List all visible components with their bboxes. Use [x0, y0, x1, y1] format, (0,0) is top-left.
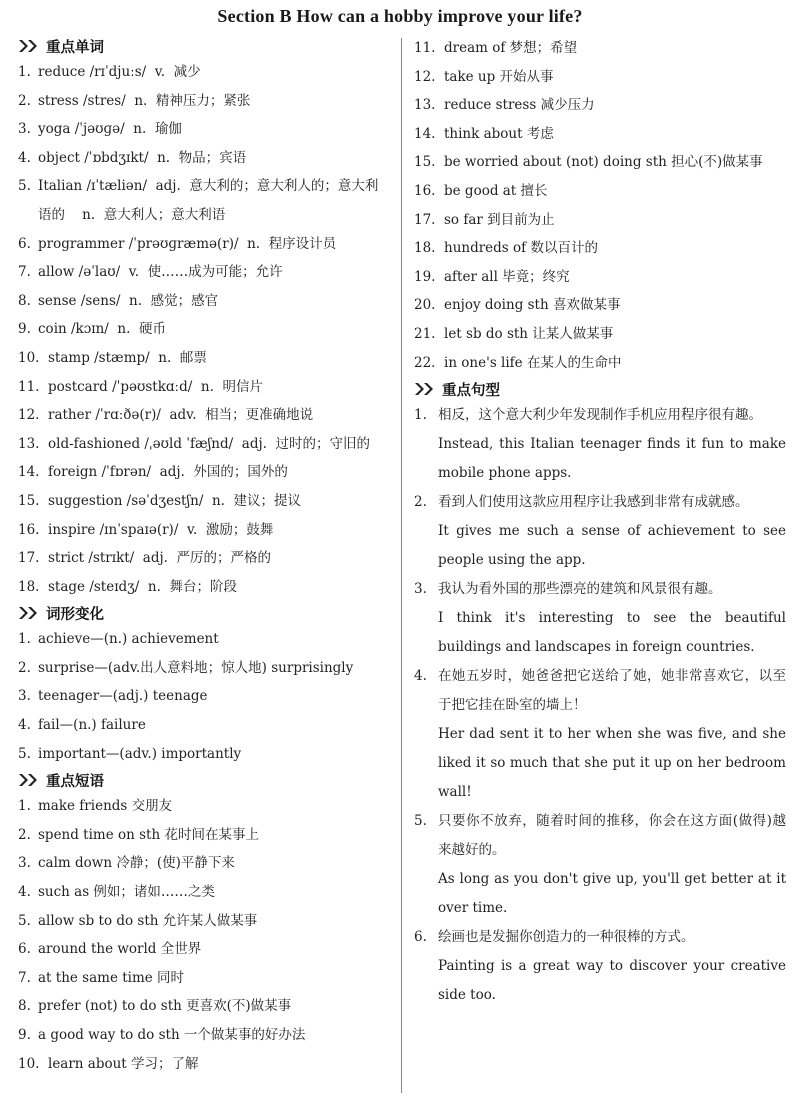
item-number: 6. — [18, 941, 31, 958]
item-number: 3. — [18, 121, 31, 138]
item-text: prefer (not) to do sth 更喜欢(不)做某事 — [38, 998, 292, 1015]
item-number: 4. — [18, 717, 31, 734]
item-number: 10. — [18, 349, 40, 366]
item-number: 3. — [18, 688, 31, 705]
forms-list — [18, 625, 390, 768]
item-text: such as 例如；诸如……之类 — [38, 884, 215, 901]
item-number: 11. — [18, 378, 40, 395]
item-number: 16. — [18, 521, 40, 538]
item-text: make friends 交朋友 — [38, 798, 173, 815]
list-item — [18, 144, 390, 173]
section-heading-phrases — [18, 768, 390, 792]
item-text: calm down 冷静；(使)平静下来 — [38, 855, 235, 872]
list-item — [18, 573, 390, 602]
sentence-item — [414, 807, 786, 923]
item-text: coin /kɔɪn/ n. 硬币 — [38, 321, 166, 338]
item-text: strict /strɪkt/ adj. 严厉的；严格的 — [48, 550, 272, 567]
item-number: 4. — [414, 668, 427, 685]
item-number: 14. — [414, 125, 436, 142]
item-text: achieve—(n.) achievement — [38, 631, 219, 648]
sentence-english: Her dad sent it to her when she was five, and she liked it so much that she put it up on her bedroom wall! — [438, 726, 786, 801]
sentence-item — [414, 575, 786, 662]
phrases-list — [18, 792, 390, 1078]
item-number: 5. — [18, 912, 31, 929]
item-text: dream of 梦想；希望 — [444, 40, 578, 56]
item-number: 6. — [18, 235, 31, 252]
double-chevron-icon — [18, 773, 40, 787]
item-number: 2. — [414, 494, 427, 511]
item-number: 4. — [18, 884, 31, 901]
item-text: at the same time 同时 — [38, 969, 185, 986]
list-item — [18, 516, 390, 545]
list-item — [18, 315, 390, 344]
item-text: spend time on sth 花时间在某事上 — [38, 826, 259, 843]
item-text: in one's life 在某人的生命中 — [444, 354, 622, 371]
sentence-chinese: 我认为看外国的那些漂亮的建筑和风景很有趣。 — [438, 581, 722, 598]
double-chevron-icon — [18, 606, 40, 620]
list-item — [18, 1021, 390, 1050]
list-item — [18, 654, 390, 683]
list-item — [18, 230, 390, 259]
item-number: 8. — [18, 998, 31, 1015]
item-number: 2. — [18, 659, 31, 676]
item-number: 1. — [414, 407, 427, 424]
list-item — [18, 821, 390, 850]
item-number: 13. — [414, 97, 436, 114]
item-number: 16. — [414, 182, 436, 199]
list-item — [18, 964, 390, 993]
list-item — [18, 544, 390, 573]
item-text: take up 开始从事 — [444, 68, 554, 85]
list-item — [414, 148, 786, 177]
item-number: 3. — [18, 855, 31, 872]
sentence-chinese: 在她五岁时，她爸爸把它送给了她，她非常喜欢它，以至于把它挂在卧室的墙上！ — [438, 668, 786, 714]
list-item — [18, 115, 390, 144]
item-number: 9. — [18, 1027, 31, 1043]
item-text: programmer /ˈprəʊɡræmə(r)/ n. 程序设计员 — [38, 235, 337, 252]
list-item — [414, 234, 786, 263]
sentence-item — [414, 923, 786, 1010]
vocab-list — [18, 58, 390, 601]
item-text: learn about 学习；了解 — [48, 1055, 199, 1072]
item-number: 12. — [414, 68, 436, 85]
item-number: 19. — [414, 268, 436, 285]
heading-label: 词形变化 — [46, 606, 104, 623]
list-item — [414, 206, 786, 235]
list-item — [18, 172, 390, 229]
item-text: surprise—(adv.出人意料地；惊人地) surprisingly — [38, 659, 354, 676]
item-text: around the world 全世界 — [38, 941, 202, 958]
list-item — [18, 487, 390, 516]
list-item — [18, 287, 390, 316]
page-title: Section B How can a hobby improve your life? — [217, 6, 583, 26]
item-number: 1. — [18, 631, 31, 648]
item-number: 4. — [18, 149, 31, 166]
item-number: 10. — [18, 1055, 40, 1072]
heading-label: 重点短语 — [46, 773, 104, 790]
sentence-english: It gives me such a sense of achievement to see people using the app. — [438, 523, 786, 569]
list-item — [414, 120, 786, 149]
sentence-english: As long as you don't give up, you'll get better at it over time. — [438, 871, 786, 917]
item-text: fail—(n.) failure — [38, 717, 146, 734]
item-number: 20. — [414, 297, 436, 314]
section-heading-sentences — [414, 377, 786, 401]
heading-label: 重点句型 — [442, 382, 500, 399]
phrases-list-continued — [414, 34, 786, 377]
item-number: 6. — [414, 929, 427, 946]
list-item — [18, 682, 390, 711]
item-number: 8. — [18, 292, 31, 309]
list-item — [18, 1050, 390, 1079]
item-text: stress /stres/ n. 精神压力；紧张 — [38, 92, 251, 109]
item-text: reduce stress 减少压力 — [444, 97, 595, 114]
list-item — [18, 792, 390, 821]
item-number: 2. — [18, 92, 31, 109]
sentence-item — [414, 401, 786, 488]
item-number: 18. — [414, 240, 436, 257]
item-number: 22. — [414, 354, 436, 371]
item-number: 1. — [18, 798, 31, 815]
item-number: 11. — [414, 40, 436, 56]
list-item — [18, 711, 390, 740]
list-item — [18, 258, 390, 287]
item-text: after all 毕竟；终究 — [444, 268, 570, 285]
list-item — [18, 373, 390, 402]
item-text: stage /steɪdʒ/ n. 舞台；阶段 — [48, 578, 237, 595]
right-column — [414, 34, 786, 1010]
item-text: foreign /ˈfɒrən/ adj. 外国的；国外的 — [48, 464, 288, 481]
item-text: let sb do sth 让某人做某事 — [444, 325, 614, 342]
item-number: 15. — [414, 154, 436, 171]
sentence-english: Painting is a great way to discover your creative side too. — [438, 958, 786, 1004]
item-number: 5. — [18, 178, 31, 195]
list-item — [414, 291, 786, 320]
item-number: 17. — [18, 550, 40, 567]
item-text: be good at 擅长 — [444, 182, 548, 199]
item-text: think about 考虑 — [444, 125, 554, 142]
section-heading-forms — [18, 601, 390, 625]
list-item — [18, 992, 390, 1021]
sentence-english: Instead, this Italian teenager finds it fun to make mobile phone apps. — [438, 436, 786, 482]
list-item — [414, 91, 786, 120]
item-number: 3. — [414, 581, 427, 598]
section-heading-vocab — [18, 34, 390, 58]
list-item — [414, 263, 786, 292]
item-text: enjoy doing sth 喜欢做某事 — [444, 297, 621, 314]
left-column — [18, 34, 390, 1078]
sentence-item — [414, 488, 786, 575]
item-text: old-fashioned /ˌəʊld ˈfæʃnd/ adj. 过时的；守旧的 — [48, 435, 371, 452]
list-item — [18, 430, 390, 459]
item-number: 5. — [414, 813, 427, 830]
item-number: 1. — [18, 64, 31, 80]
item-number: 21. — [414, 325, 436, 342]
item-number: 9. — [18, 321, 31, 338]
item-number: 2. — [18, 826, 31, 843]
item-text: a good way to do sth 一个做某事的好办法 — [38, 1027, 306, 1043]
list-item — [414, 177, 786, 206]
item-text: teenager—(adj.) teenage — [38, 688, 208, 705]
item-text: object /ˈɒbdʒɪkt/ n. 物品；宾语 — [38, 149, 247, 166]
list-item — [18, 625, 390, 654]
sentence-item — [414, 662, 786, 807]
item-number: 13. — [18, 435, 40, 452]
list-item — [18, 344, 390, 373]
list-item — [18, 458, 390, 487]
item-text: rather /ˈrɑːðə(r)/ adv. 相当；更准确地说 — [48, 407, 314, 424]
item-text: important—(adv.) importantly — [38, 745, 242, 762]
sentence-chinese: 绘画也是发掘你创造力的一种很棒的方式。 — [438, 929, 695, 946]
item-text: inspire /ɪnˈspaɪə(r)/ v. 激励；鼓舞 — [48, 521, 274, 538]
list-item — [18, 87, 390, 116]
item-text: allow sb to do sth 允许某人做某事 — [38, 912, 258, 929]
item-number: 14. — [18, 464, 40, 481]
item-number: 17. — [414, 211, 436, 228]
item-text: Italian /ɪˈtæliən/ adj. 意大利的；意大利人的；意大利语的 n. 意大利人；意大利语 — [38, 178, 379, 223]
list-item — [18, 58, 390, 87]
item-text: suggestion /səˈdʒestʃn/ n. 建议；提议 — [48, 492, 302, 509]
item-number: 12. — [18, 407, 40, 424]
list-item — [18, 878, 390, 907]
sentences-list — [414, 401, 786, 1010]
double-chevron-icon — [414, 382, 436, 396]
list-item — [18, 849, 390, 878]
sentence-chinese: 相反，这个意大利少年发现制作手机应用程序很有趣。 — [438, 407, 762, 424]
sentence-chinese: 看到人们使用这款应用程序让我感到非常有成就感。 — [438, 494, 749, 511]
item-text: stamp /stæmp/ n. 邮票 — [48, 349, 207, 366]
item-number: 7. — [18, 969, 31, 986]
sentence-chinese: 只要你不放弃，随着时间的推移，你会在这方面(做得)越来越好的。 — [438, 813, 786, 859]
list-item — [18, 907, 390, 936]
list-item — [18, 740, 390, 769]
sentence-english: I think it's interesting to see the beautiful buildings and landscapes in foreign countries. — [438, 610, 786, 656]
list-item — [414, 320, 786, 349]
item-text: postcard /ˈpəʊstkɑːd/ n. 明信片 — [48, 378, 263, 395]
double-chevron-icon — [18, 39, 40, 53]
column-divider — [401, 38, 402, 1093]
item-text: yoga /ˈjəʊɡə/ n. 瑜伽 — [38, 121, 182, 138]
item-text: hundreds of 数以百计的 — [444, 240, 598, 257]
list-item — [414, 34, 786, 63]
item-number: 18. — [18, 578, 40, 595]
item-text: so far 到目前为止 — [444, 211, 555, 228]
item-number: 15. — [18, 492, 40, 509]
list-item — [18, 935, 390, 964]
list-item — [18, 401, 390, 430]
item-text: sense /sens/ n. 感觉；感官 — [38, 292, 219, 309]
list-item — [414, 63, 786, 92]
item-text: be worried about (not) doing sth 担心(不)做某事 — [444, 154, 763, 171]
item-text: allow /əˈlaʊ/ v. 使……成为可能；允许 — [38, 264, 283, 281]
item-number: 5. — [18, 745, 31, 762]
heading-label: 重点单词 — [46, 39, 104, 56]
list-item — [414, 349, 786, 378]
item-text: reduce /rɪˈdjuːs/ v. 减少 — [38, 64, 201, 80]
item-number: 7. — [18, 264, 31, 281]
